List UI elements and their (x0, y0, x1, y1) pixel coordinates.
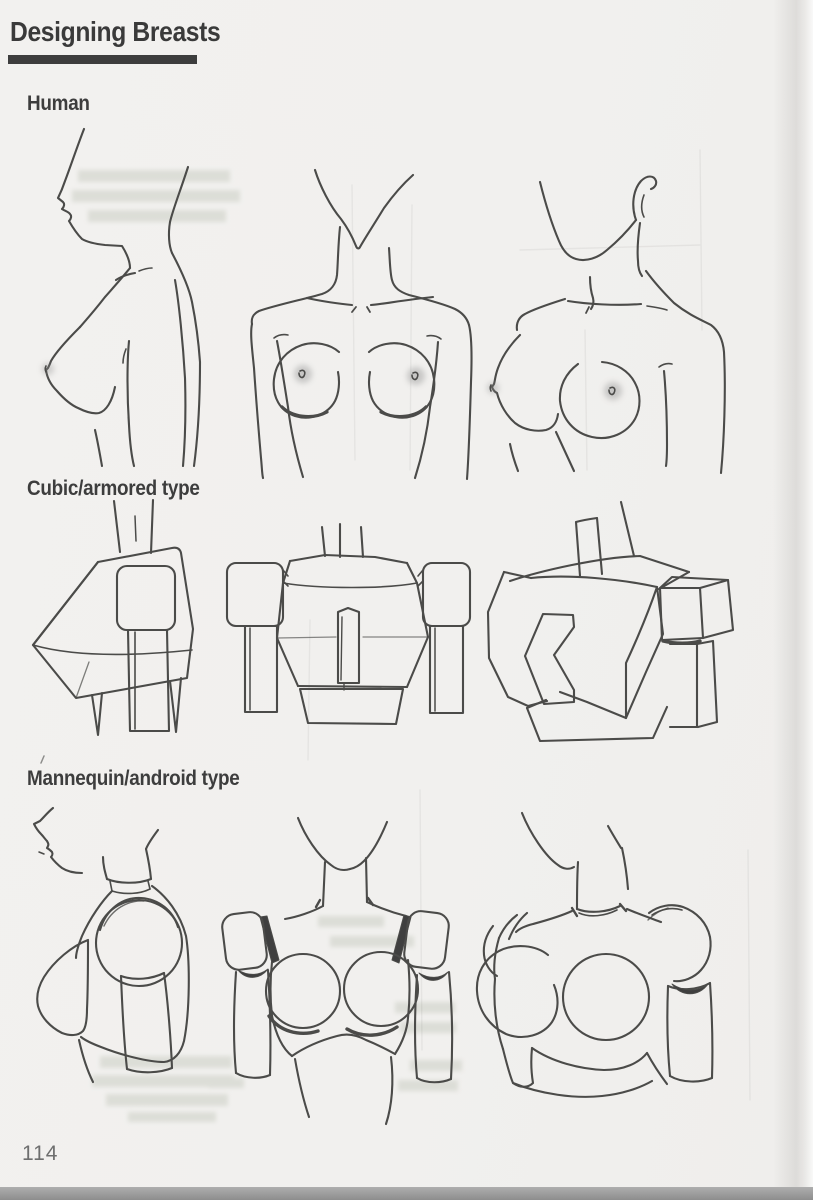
bleed-through-grid (308, 150, 750, 1100)
section-heading-human: Human (27, 92, 90, 115)
figure-human-front (251, 170, 471, 479)
figure-cubic-front (227, 524, 470, 724)
figure-mannequin-front (221, 818, 452, 1124)
figure-human-three-quarter (487, 177, 725, 474)
figure-mannequin-three-quarter (477, 813, 712, 1097)
section-heading-mannequin: Mannequin/android type (27, 767, 240, 790)
scanner-edge-band (0, 1187, 813, 1200)
section-heading-cubic: Cubic/armored type (27, 477, 200, 500)
figure-mannequin-side (34, 808, 189, 1082)
figure-cubic-three-quarter (488, 502, 733, 741)
page-title: Designing Breasts (10, 16, 221, 47)
figure-cubic-side (33, 500, 193, 763)
page-number: 114 (22, 1142, 59, 1165)
